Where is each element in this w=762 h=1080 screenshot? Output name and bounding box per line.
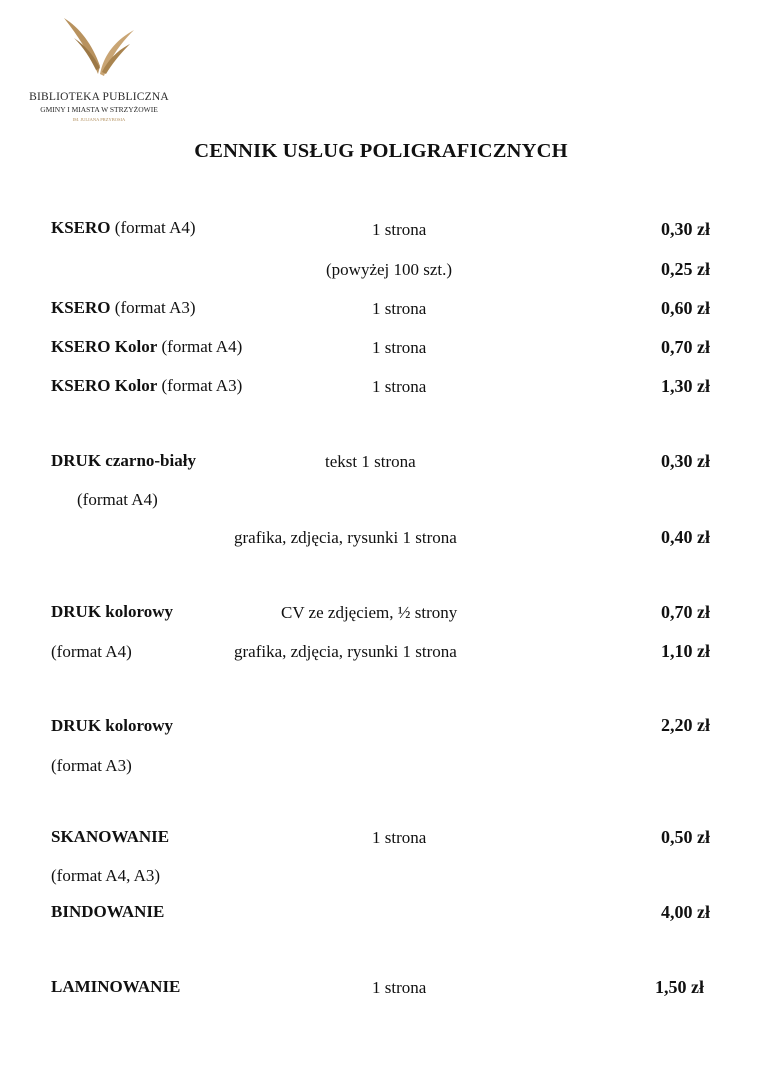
service-desc: grafika, zdjęcia, rysunki 1 strona <box>234 642 457 661</box>
service-price: 1,30 zł <box>661 376 710 396</box>
open-book-icon <box>60 14 138 82</box>
logo-name: BIBLIOTEKA PUBLICZNA <box>29 91 169 103</box>
service-desc: (powyżej 100 szt.) <box>326 260 453 279</box>
service-price: 0,40 zł <box>661 527 710 547</box>
service-price: 0,70 zł <box>661 337 710 357</box>
service-price: 0,50 zł <box>661 827 710 847</box>
service-name: KSERO Kolor (format A4) <box>51 337 243 356</box>
service-desc: CV ze zdjęciem, ½ strony <box>281 603 458 622</box>
service-name: BINDOWANIE <box>51 902 165 921</box>
service-desc: 1 strona <box>372 377 427 396</box>
service-name: KSERO Kolor (format A3) <box>51 376 243 395</box>
service-price: 0,30 zł <box>661 219 710 239</box>
service-price: 0,60 zł <box>661 298 710 318</box>
service-desc: 1 strona <box>372 338 427 357</box>
service-name: LAMINOWANIE <box>51 977 181 996</box>
service-desc: tekst 1 strona <box>325 452 416 471</box>
service-desc: grafika, zdjęcia, rysunki 1 strona <box>234 528 457 547</box>
service-price: 4,00 zł <box>661 902 710 922</box>
logo-subtitle: GMINY I MIASTA W STRZYŻOWIE <box>40 105 158 114</box>
service-price: 1,10 zł <box>661 641 710 661</box>
service-format: (format A4) <box>77 490 158 509</box>
service-price: 0,70 zł <box>661 602 710 622</box>
service-name: KSERO (format A3) <box>51 298 196 317</box>
service-desc: 1 strona <box>372 220 427 239</box>
service-format: (format A4, A3) <box>51 866 161 885</box>
service-name: SKANOWANIE <box>51 827 170 846</box>
service-price: 1,50 zł <box>655 977 704 997</box>
service-name: DRUK kolorowy <box>51 602 173 621</box>
service-desc: 1 strona <box>372 978 427 997</box>
service-name: KSERO (format A4) <box>51 218 196 237</box>
service-price: 0,30 zł <box>661 451 710 471</box>
library-logo <box>14 12 184 120</box>
service-name: DRUK czarno-biały <box>51 451 196 470</box>
service-price: 2,20 zł <box>661 715 710 735</box>
logo-patron: IM. JULIANA PRZYBOSIA <box>72 117 126 122</box>
service-desc: 1 strona <box>372 828 427 847</box>
service-format: (format A3) <box>51 756 132 775</box>
service-desc: 1 strona <box>372 299 427 318</box>
service-format: (format A4) <box>51 642 132 661</box>
service-name: DRUK kolorowy <box>51 716 173 735</box>
page-title: CENNIK USŁUG POLIGRAFICZNYCH <box>194 140 568 162</box>
service-price: 0,25 zł <box>661 259 710 279</box>
